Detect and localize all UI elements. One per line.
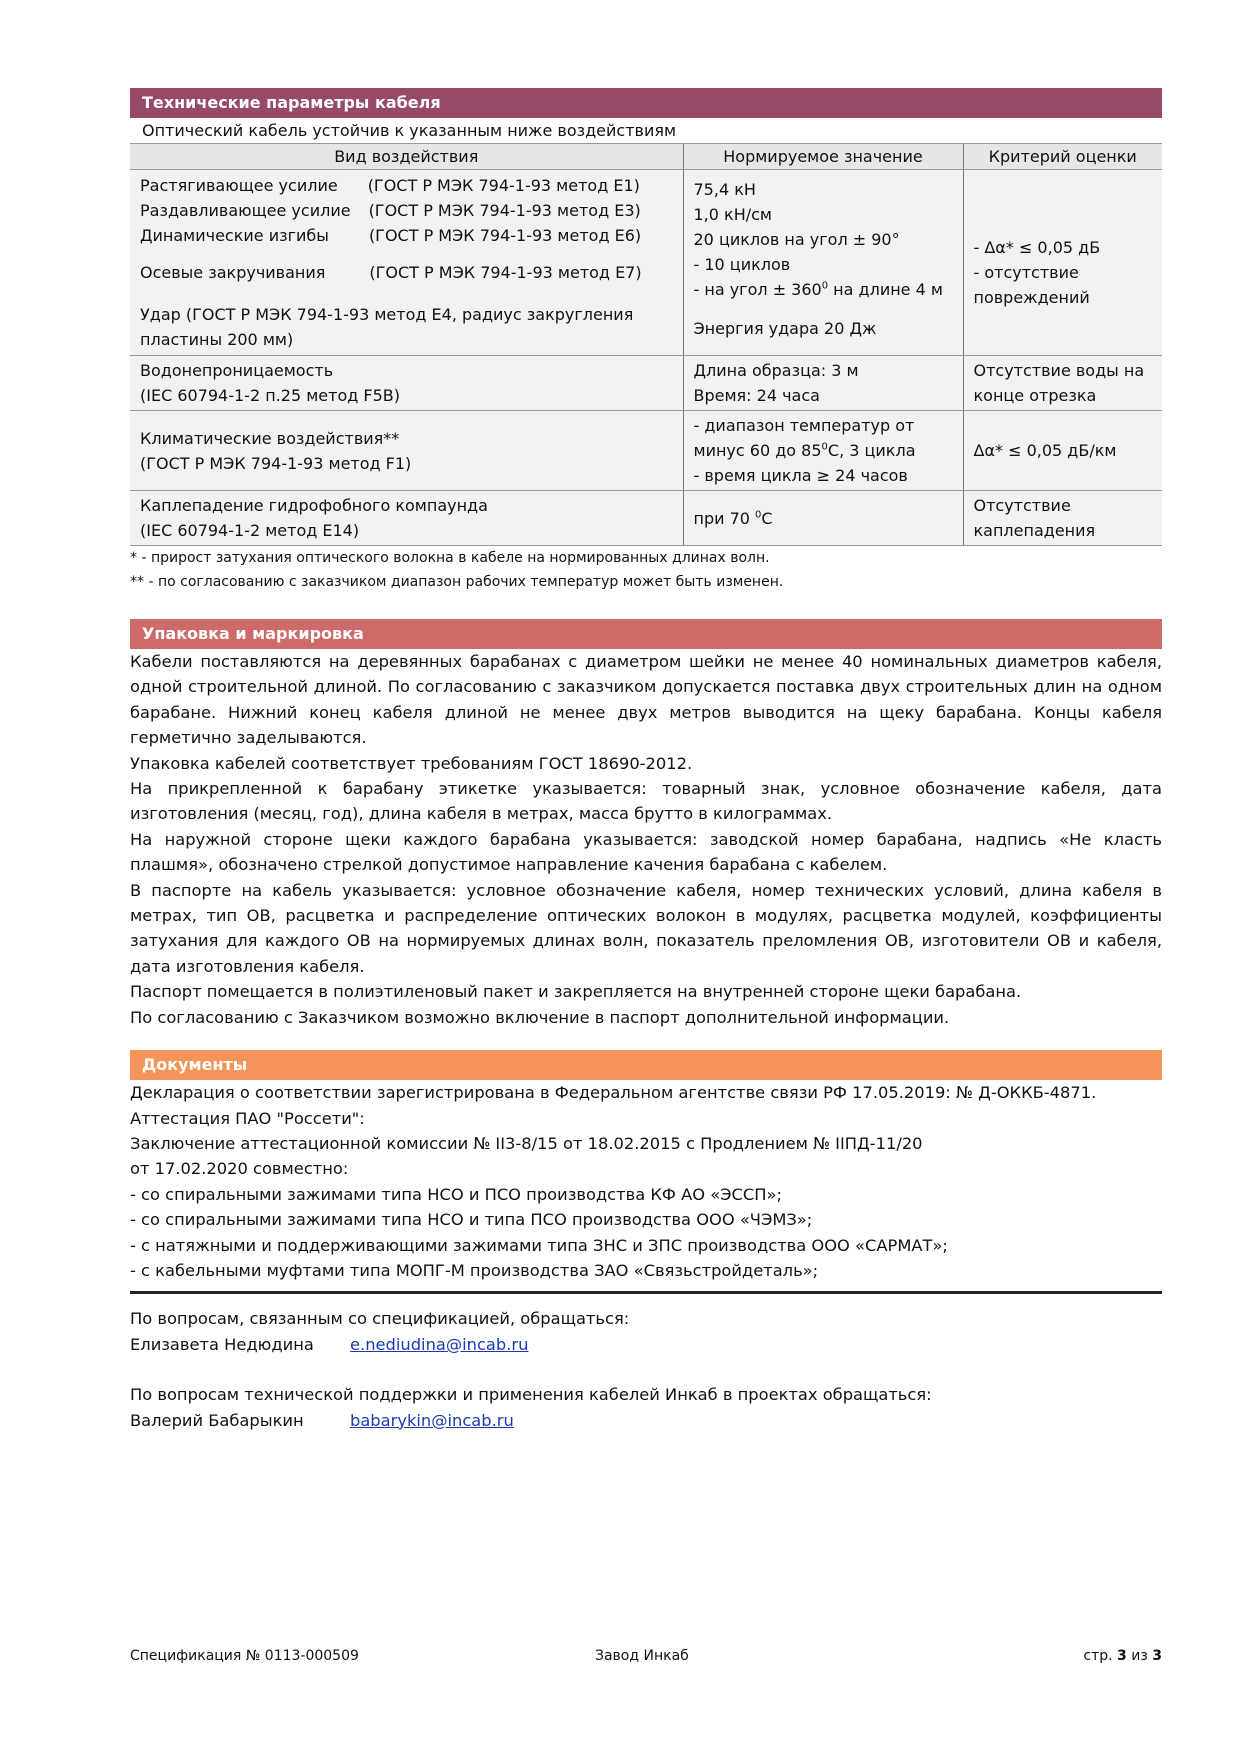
- page-number: [1083, 1648, 1162, 1664]
- value-cell: [683, 491, 963, 546]
- value-part: - на угол ± 360: [693, 279, 822, 299]
- impact-name: Раздавливающее усилие: [140, 201, 351, 220]
- value-cell: [694, 438, 953, 463]
- paragraph: Упаковка кабелей соответствует требованиям ГОСТ 18690-2012.: [130, 753, 693, 773]
- paragraph: На наружной стороне щеки каждого барабана указывается: заводской номер барабана, надпись «Не класть плашмя», обозначено стрелкой допустимое направление качения барабана с кабелем.: [130, 829, 1162, 875]
- table-row: [140, 248, 673, 298]
- criteria-cell: - отсутствие: [973, 263, 1079, 282]
- value-cell: [694, 277, 953, 302]
- tech-group-climate: [130, 411, 1162, 491]
- criteria-cell: Отсутствие: [973, 496, 1071, 515]
- value-cell: 1,0 кН/см: [693, 204, 772, 224]
- criteria-cell: Отсутствие воды на: [973, 361, 1145, 380]
- impact-name: Каплепадение гидрофобного компаунда: [140, 496, 488, 515]
- impact-name: Водонепроницаемость: [140, 361, 334, 380]
- impact-gost: (ГОСТ Р МЭК 794-1-93 метод Е6): [368, 226, 642, 245]
- criteria-cell: - Δα* ≤ 0,05 дБ: [973, 238, 1101, 257]
- doc-line: - со спиральными зажимами типа НСО и типа ПСО производства ООО «ЧЭМЗ»;: [130, 1210, 813, 1230]
- value-part: С, 3 цикла: [827, 441, 916, 460]
- contact-line: [130, 1332, 1162, 1357]
- impact-gost: (IEC 60794-1-2 п.25 метод F5B): [140, 386, 400, 405]
- value-cell: - время цикла ≥ 24 часов: [693, 466, 908, 485]
- tech-intro: Оптический кабель устойчив к указанным ниже воздействиям: [130, 118, 1162, 144]
- tech-footnotes: [130, 546, 1162, 594]
- page-total: 3: [1152, 1648, 1162, 1664]
- impact-gost: (IEC 60794-1-2 метод E14): [140, 521, 360, 540]
- col-header-value: Нормируемое значение: [683, 144, 963, 170]
- impact-gost: (ГОСТ Р МЭК 794-1-93 метод Е7): [369, 263, 642, 282]
- col-header-criteria: Критерий оценки: [963, 144, 1162, 170]
- impact-name: Удар (ГОСТ Р МЭК 794-1-93 метод Е4, радиус закругления пластины 200 мм): [140, 305, 634, 349]
- impact-name: Динамические изгибы: [140, 226, 329, 245]
- contact-line: [130, 1408, 1162, 1433]
- doc-line: - с натяжными и поддерживающими зажимами типа ЗНС и ЗПС производства ООО «САРМАТ»;: [130, 1235, 948, 1255]
- criteria-cell: повреждений: [973, 288, 1090, 307]
- paragraph: В паспорте на кабель указывается: условное обозначение кабеля, номер технических условий, длина кабеля в метрах, тип ОВ, расцветка и распределение оптических волокон в модулях, расцветка модулей, коэффициенты затухания для каждого ОВ на нормируемых длинах волн, показатель преломления ОВ, изготовители ОВ и кабеля, дата изготовления кабеля.: [130, 880, 1162, 976]
- criteria-cell: каплепадения: [973, 521, 1096, 540]
- footnote: ** - по согласованию с заказчиком диапазон рабочих температур может быть изменен.: [130, 574, 784, 590]
- docs-section-title: Документы: [130, 1050, 1162, 1080]
- contact-question: По вопросам технической поддержки и применения кабелей Инкаб в проектах обращаться:: [130, 1385, 932, 1405]
- contact-name: Валерий Бабарыкин: [130, 1410, 304, 1430]
- value-cell: 20 циклов на угол ± 90°: [693, 229, 900, 249]
- doc-line: от 17.02.2020 совместно:: [130, 1159, 349, 1179]
- criteria-cell: конце отрезка: [973, 386, 1097, 405]
- plant-name: Завод Инкаб: [595, 1648, 689, 1664]
- footnote: * - прирост затухания оптического волокна в кабеле на нормированных длинах волн.: [130, 550, 770, 566]
- tech-table: [130, 118, 1162, 546]
- value-part: на длине 4 м: [828, 279, 943, 299]
- doc-line: - со спиральными зажимами типа НСО и ПСО производства КФ АО «ЭССП»;: [130, 1184, 782, 1204]
- doc-line: Аттестация ПАО "Россети":: [130, 1108, 365, 1128]
- value-cell: Время: 24 часа: [693, 386, 820, 405]
- spec-number: Спецификация № 0113-000509: [130, 1648, 359, 1664]
- page-prefix: стр.: [1083, 1648, 1118, 1664]
- value-cell: - диапазон температур от: [693, 416, 915, 435]
- tech-section-title: Технические параметры кабеля: [130, 88, 1162, 118]
- contact-question: По вопросам, связанным со спецификацией, обращаться:: [130, 1309, 630, 1329]
- tech-group-drip: [130, 491, 1162, 546]
- criteria-cell: Δα* ≤ 0,05 дБ/км: [963, 411, 1162, 491]
- paragraph: По согласованию с Заказчиком возможно включение в паспорт дополнительной информации.: [130, 1007, 950, 1027]
- paragraph: Паспорт помещается в полиэтиленовый пакет и закрепляется на внутренней стороне щеки барабана.: [130, 982, 1022, 1002]
- value-cell: Длина образца: 3 м: [693, 361, 859, 380]
- email-link[interactable]: babarykin@incab.ru: [350, 1410, 514, 1430]
- value-cell: 75,4 кН: [693, 179, 756, 199]
- contacts-block: [130, 1306, 1162, 1433]
- degree-sup: 0: [821, 280, 829, 292]
- impact-name: Осевые закручивания: [140, 263, 326, 282]
- tech-group-mechanical: [130, 170, 1162, 356]
- pack-text: [130, 649, 1162, 1030]
- pack-section-title: Упаковка и маркировка: [130, 619, 1162, 649]
- page-sep: из: [1126, 1648, 1153, 1664]
- impact-gost: (ГОСТ Р МЭК 794-1-93 метод F1): [140, 453, 412, 473]
- doc-line: Декларация о соответствии зарегистрирована в Федеральном агентстве связи РФ 17.05.2019: № Д-ОККБ-4871.: [130, 1083, 1097, 1103]
- page-footer: [130, 1648, 1162, 1664]
- value-part: минус 60 до 85: [693, 441, 822, 460]
- value-part: при 70: [693, 508, 756, 528]
- doc-line: - с кабельными муфтами типа МОПГ-М производства ЗАО «Связьстройдеталь»;: [130, 1260, 819, 1280]
- docs-text: [130, 1080, 1162, 1283]
- value-part: С: [761, 508, 773, 528]
- table-row: [140, 198, 673, 223]
- impact-name: Климатические воздействия**: [140, 428, 400, 448]
- contact-name: Елизавета Недюдина: [130, 1334, 314, 1354]
- impact-gost: (ГОСТ Р МЭК 794-1-93 метод Е3): [368, 201, 641, 220]
- degree-sup: 0: [755, 509, 762, 521]
- col-header-impact: Вид воздействия: [130, 144, 683, 170]
- table-row: [140, 223, 673, 248]
- divider: [130, 1291, 1162, 1294]
- email-link[interactable]: e.nediudina@incab.ru: [350, 1334, 529, 1354]
- table-row: [140, 173, 673, 198]
- paragraph: Кабели поставляются на деревянных барабанах с диаметром шейки не менее 40 номинальных диаметров кабеля, одной строительной длиной. По согласованию с заказчиком допускается поставка двух строительных длин на одном барабане. Нижний конец кабеля длиной не менее двух метров выводится на щеку барабана. Концы кабеля герметично заделываются.: [130, 652, 1162, 748]
- document-page: [130, 88, 1162, 1433]
- value-cell: Энергия удара 20 Дж: [693, 318, 877, 338]
- impact-gost: (ГОСТ Р МЭК 794-1-93 метод Е1): [367, 176, 640, 195]
- degree-sup: 0: [821, 441, 828, 453]
- tech-group-water: [130, 356, 1162, 411]
- value-cell: - 10 циклов: [693, 254, 791, 274]
- paragraph: На прикрепленной к барабану этикетке указывается: товарный знак, условное обозначение кабеля, дата изготовления (месяц, год), длина кабеля в метрах, масса брутто в килограммах.: [130, 779, 1162, 824]
- tech-header-row: [130, 144, 1162, 170]
- impact-name: Растягивающее усилие: [140, 176, 338, 195]
- page-current: 3: [1117, 1648, 1127, 1664]
- doc-line: Заключение аттестационной комиссии № II3-8/15 от 18.02.2015 с Продлением № IIПД-11/20: [130, 1133, 923, 1153]
